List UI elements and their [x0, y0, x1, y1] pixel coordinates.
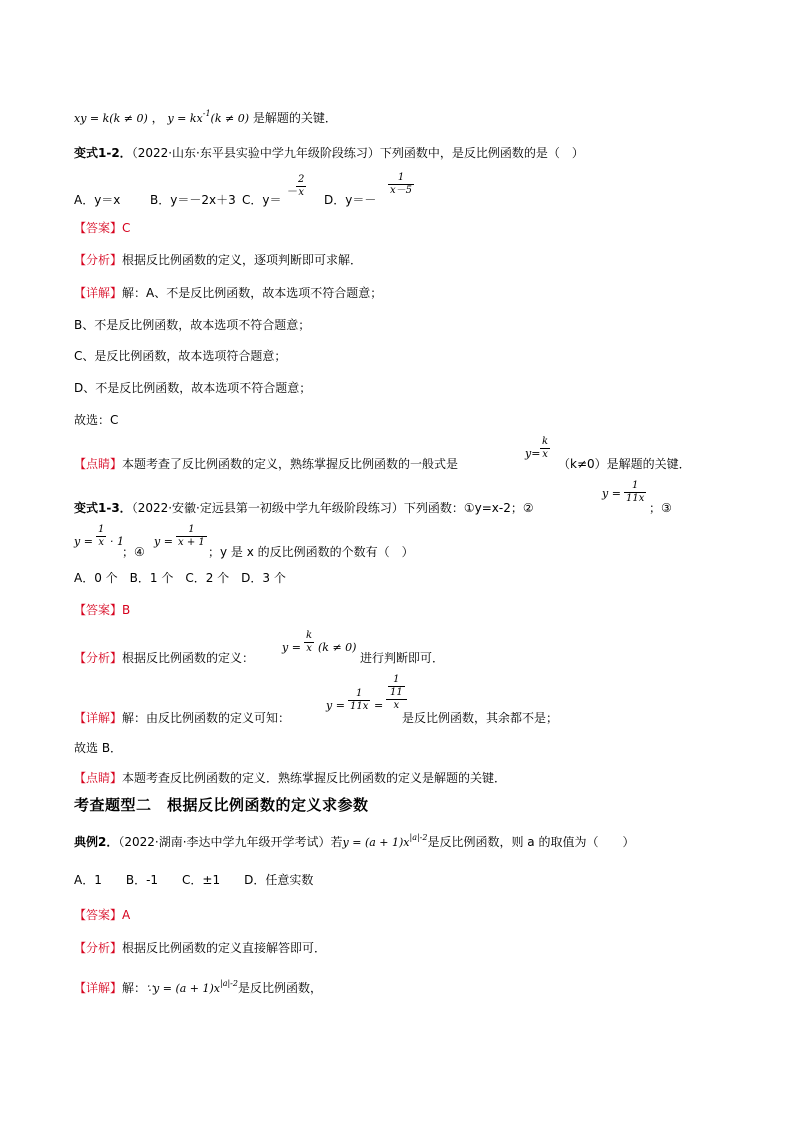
inner-fraction: [388, 674, 405, 699]
option-d: D．y＝－: [324, 193, 377, 207]
detail-tag: 【详解】: [74, 981, 123, 995]
detail-y: y =: [326, 699, 345, 712]
numerator: 1: [388, 172, 414, 185]
inner-numerator: 1: [388, 674, 405, 687]
def-y: y =: [282, 641, 301, 654]
answer-tag: 【答案】: [74, 603, 123, 617]
expr-condition: (k ≠ 0): [210, 112, 249, 125]
option-d-fraction: [388, 172, 414, 197]
top-line: [74, 106, 337, 127]
detail-line-4: D、不是反比例函数，故本选项不符合题意；: [74, 381, 312, 395]
numerator: 1: [98, 524, 105, 535]
question-label: 变式1-2．: [74, 146, 132, 160]
option-c-label: C．y＝: [242, 193, 282, 207]
choose-line: 故选 B．: [74, 741, 123, 755]
detail-text: 解：A、不是反比例函数，故本选项不符合题意；: [122, 286, 383, 300]
detail-line: [74, 976, 322, 997]
detail-equals: =: [374, 699, 384, 712]
answer-tag: 【答案】: [74, 221, 123, 235]
comma: ，: [151, 111, 164, 125]
analysis-line: [74, 940, 326, 956]
detail-line-3: C、是反比例函数，故本选项符合题意；: [74, 349, 287, 363]
detail-line-1: [74, 285, 382, 301]
example-expression: y = (a + 1)x: [342, 836, 410, 849]
analysis-text: 根据反比例函数的定义：: [122, 651, 255, 665]
numerator: [386, 674, 407, 700]
q2-separator: ；③: [649, 501, 672, 515]
q3-rest: · 1: [110, 535, 124, 548]
choose-line: 故选：C: [74, 413, 119, 427]
expr-y-kx: y = kx: [167, 112, 203, 125]
detail-fraction: [348, 688, 370, 713]
numerator: k: [542, 436, 549, 447]
detail-exponent: |a|-2: [220, 979, 238, 988]
detail-text: 解：由反比例函数的定义可知：: [122, 711, 291, 725]
answer-value: B: [122, 603, 131, 617]
answer-tag: 【答案】: [74, 908, 123, 922]
analysis-tag: 【分析】: [74, 651, 123, 665]
analysis-text: 根据反比例函数的定义，逐项判断即可求解．: [122, 253, 363, 267]
fraction: [296, 174, 306, 199]
detail-text: 解：: [122, 981, 147, 995]
numerator: 1: [176, 524, 207, 537]
analysis-line: [74, 252, 362, 268]
comment-text: 本题考查了反比例函数的定义，熟练掌握反比例函数的一般式是: [122, 457, 459, 471]
option-c: [242, 192, 281, 208]
formula-y: y=: [525, 447, 541, 460]
numerator: k: [306, 630, 313, 641]
denominator: 11x: [350, 701, 369, 712]
q4-y: y =: [154, 535, 173, 548]
denominator: x + 1: [178, 537, 205, 548]
analysis-text: 根据反比例函数的定义直接解答即可．: [122, 941, 327, 955]
question-label: 变式1-3．: [74, 501, 132, 515]
comment-tag: 【点睛】: [74, 771, 123, 785]
analysis-prefix: [74, 650, 254, 666]
numerator: 2: [298, 174, 305, 185]
inner-denominator: 11: [390, 687, 403, 698]
numerator: 1: [624, 480, 646, 493]
answer-line: [74, 602, 130, 618]
v13-options: A．0 个 B．1 个 C．2 个 D．3 个: [74, 571, 286, 585]
q3-y: y =: [74, 535, 93, 548]
answer-value: C: [122, 221, 131, 235]
expr-xy-k: xy = k(k ≠ 0): [74, 112, 148, 125]
question-source: （2022·山东·东平县实验中学九年级阶段练习）: [131, 146, 380, 160]
minus-sign: －: [286, 185, 297, 198]
detail-line-2: B、不是反比例函数，故本选项不符合题意；: [74, 318, 311, 332]
answer-value: A: [122, 908, 131, 922]
comment-suffix: （k≠0）是解题的关键．: [558, 457, 691, 471]
detail-prefix: [74, 710, 290, 726]
q2-y: y =: [602, 487, 621, 500]
question-text: 下列函数中，是反比例函数的是（ ）: [379, 146, 584, 160]
denominator: x: [306, 643, 312, 654]
numerator: 1: [348, 688, 370, 701]
denominator: 11x: [626, 493, 645, 504]
denominator: x: [542, 449, 548, 460]
detail-tag: 【详解】: [74, 286, 123, 300]
answer-line: [74, 220, 130, 236]
denominator: x－5: [390, 185, 413, 196]
denominator: x: [393, 700, 400, 711]
example-question: 是反比例函数，则 a 的取值为（ ）: [427, 835, 635, 849]
detail-compound-fraction: [386, 674, 407, 712]
example-exponent: |a|-2: [409, 833, 428, 842]
analysis-tag: 【分析】: [74, 253, 123, 267]
comment-tag: 【点睛】: [74, 457, 123, 471]
q3-separator: ；④: [122, 545, 145, 559]
def-condition: (k ≠ 0): [318, 641, 357, 654]
answer-line: [74, 907, 130, 923]
example-options: A．1 B．-1 C．±1 D．任意实数: [74, 873, 314, 887]
detail-tail: 是反比例函数，其余都不是；: [402, 711, 559, 725]
question-source: （2022·安徽·定远县第一初级中学九年级阶段练习）: [131, 501, 404, 515]
detail-tag: 【详解】: [74, 711, 123, 725]
denominator: x: [98, 537, 104, 548]
section-heading: 考查题型二 根据反比例函数的定义求参数: [74, 796, 369, 814]
comment-line: [74, 770, 506, 786]
comment-text: 本题考查反比例函数的定义．熟练掌握反比例函数的定义是解题的关键．: [122, 771, 507, 785]
detail-tail: 是反比例函数，: [237, 981, 322, 995]
option-a: A．y＝x: [74, 193, 121, 207]
question-tail: ；y 是 x 的反比例函数的个数有（ ）: [208, 545, 414, 559]
q2-fraction: [624, 480, 646, 505]
expr-exponent: -1: [202, 109, 211, 118]
q4-fraction: [176, 524, 207, 549]
detail-expression: ∵y = (a + 1)x: [146, 982, 221, 995]
question-v12: [74, 145, 584, 161]
formula-fraction: [540, 436, 550, 461]
analysis-tag: 【分析】: [74, 941, 123, 955]
question-prefix: [74, 500, 534, 516]
analysis-tail: 进行判断即可．: [360, 651, 445, 665]
top-suffix: 是解题的关键．: [252, 111, 337, 125]
question-text: 下列函数：①y=x-2；②: [403, 501, 534, 515]
comment-prefix: [74, 456, 458, 472]
q3-fraction: [96, 524, 106, 549]
example-2: [74, 830, 634, 851]
example-label: 典例2．: [74, 835, 119, 849]
example-source: （2022·湖南·李达中学九年级开学考试）若: [118, 835, 343, 849]
option-b: B．y＝－2x＋3: [150, 193, 236, 207]
denominator: x: [298, 187, 304, 198]
def-fraction: [304, 630, 314, 655]
